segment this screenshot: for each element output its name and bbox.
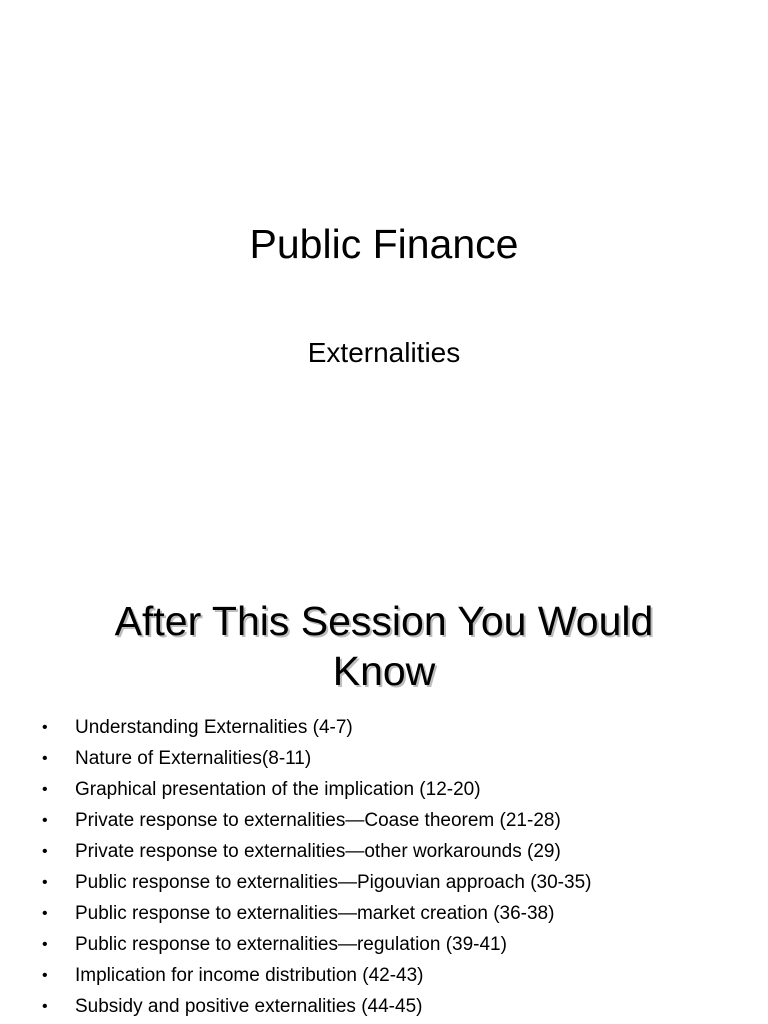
topic-list [0,712,768,1022]
list-item [0,867,768,898]
list-item [0,991,768,1022]
list-item-text: Public response to externalities—market creation (36-38) [75,903,555,924]
list-item [0,960,768,991]
list-item-text: Understanding Externalities (4-7) [75,717,353,738]
bullet-icon: • [42,874,48,891]
list-item [0,805,768,836]
bullet-icon: • [42,936,48,953]
list-item [0,898,768,929]
heading-line-1: After This Session You Would [114,598,654,644]
objectives-slide [0,576,768,1024]
list-item-text: Implication for income distribution (42-43) [75,965,424,986]
bullet-icon: • [42,998,48,1015]
list-item [0,774,768,805]
bullet-icon: • [42,719,48,736]
bullet-icon: • [42,905,48,922]
slide-title: Public Finance [249,221,519,267]
list-item-text: Nature of Externalities(8-11) [75,748,312,769]
list-item-text: Private response to externalities—other workarounds (29) [75,841,561,862]
list-item [0,929,768,960]
list-item-text: Public response to externalities—regulation (39-41) [75,934,507,955]
list-item-text: Public response to externalities—Pigouvian approach (30-35) [75,872,592,893]
bullet-icon: • [42,781,48,798]
list-item-text: Graphical presentation of the implication (12-20) [75,779,481,800]
list-item-text: Private response to externalities—Coase theorem (21-28) [75,810,561,831]
bullet-icon: • [42,750,48,767]
bullet-icon: • [42,967,48,984]
bullet-icon: • [42,812,48,829]
bullet-icon: • [42,843,48,860]
list-item-text: Subsidy and positive externalities (44-45) [75,996,423,1017]
heading-line-2: Know [332,648,436,694]
list-item [0,836,768,867]
slide-subtitle: Externalities [307,337,461,368]
list-item [0,743,768,774]
slide-heading [20,596,748,696]
list-item [0,712,768,743]
